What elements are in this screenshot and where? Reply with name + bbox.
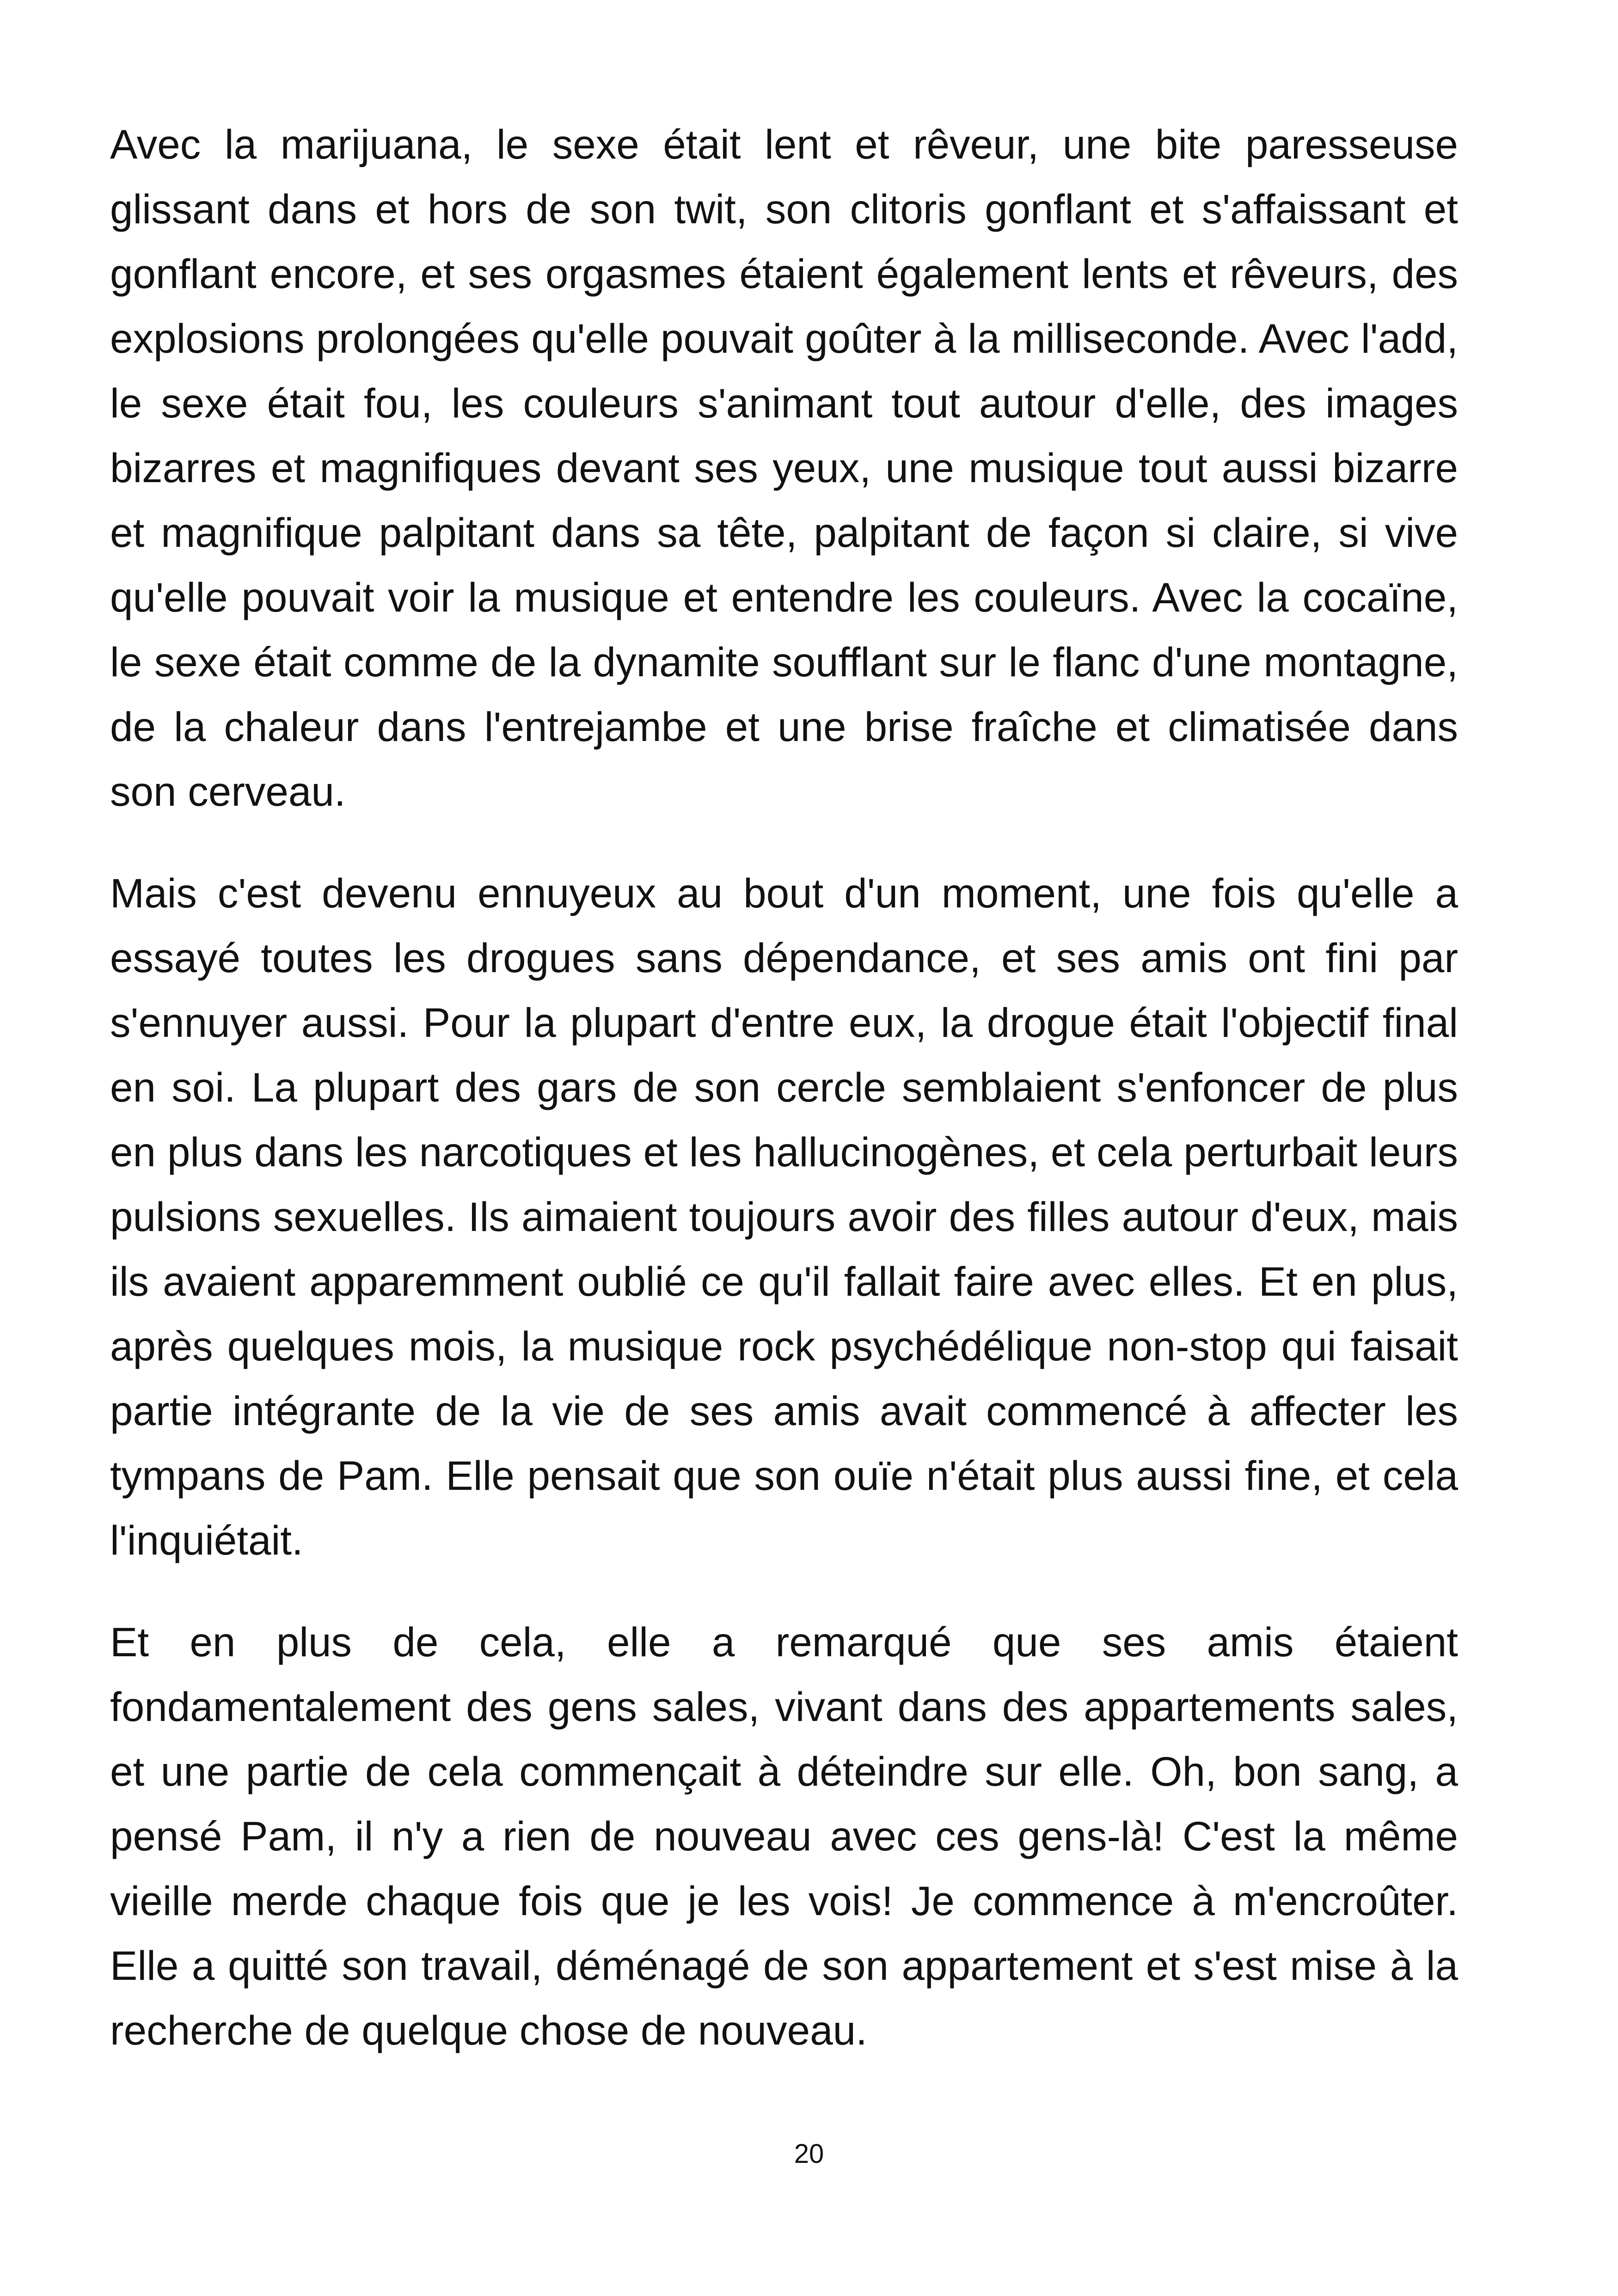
- page-number: 20: [794, 2139, 824, 2169]
- paragraph-2: Mais c'est devenu ennuyeux au bout d'un moment, une fois qu'elle a essayé toutes les drogues sans dépendance, et ses amis ont fini par s'ennuyer aussi. Pour la plupart d'entre eux, la drogue était l'objectif final en soi. La plupart des gars de son cercle semblaient s'enfoncer de plus en plus dans les narcotiques et les hallucinogènes, et cela perturbait leurs pulsions sexuelles. Ils aimaient toujours avoir des filles autour d'eux, mais ils avaient apparemment oublié ce qu'il fallait faire avec elles. Et en plus, après quelques mois, la musique rock psychédélique non-stop qui faisait partie intégrante de la vie de ses amis avait commencé à affecter les tympans de Pam. Elle pensait que son ouïe n'était plus aussi fine, et cela l'inquiétait.: [110, 870, 1458, 1563]
- body-text: [110, 112, 1458, 2100]
- paragraph-1: Avec la marijuana, le sexe était lent et rêveur, une bite paresseuse glissant dans et hors de son twit, son clitoris gonflant et s'affaissant et gonflant encore, et ses orgasmes étaient également lents et rêveurs, des explosions prolongées qu'elle pouvait goûter à la milliseconde. Avec l'add, le sexe était fou, les couleurs s'animant tout autour d'elle, des images bizarres et magnifiques devant ses yeux, une musique tout aussi bizarre et magnifique palpitant dans sa tête, palpitant de façon si claire, si vive qu'elle pouvait voir la musique et entendre les couleurs. Avec la cocaïne, le sexe était comme de la dynamite soufflant sur le flanc d'une montagne, de la chaleur dans l'entrejambe et une brise fraîche et climatisée dans son cerveau.: [110, 121, 1458, 814]
- paragraph-3: Et en plus de cela, elle a remarqué que ses amis étaient fondamentalement des gens sales, vivant dans des appartements sales, et une partie de cela commençait à déteindre sur elle. Oh, bon sang, a pensé Pam, il n'y a rien de nouveau avec ces gens-là! C'est la même vieille merde chaque fois que je les vois! Je commence à m'encroûter. Elle a quitté son travail, déménagé de son appartement et s'est mise à la recherche de quelque chose de nouveau.: [110, 1619, 1458, 2053]
